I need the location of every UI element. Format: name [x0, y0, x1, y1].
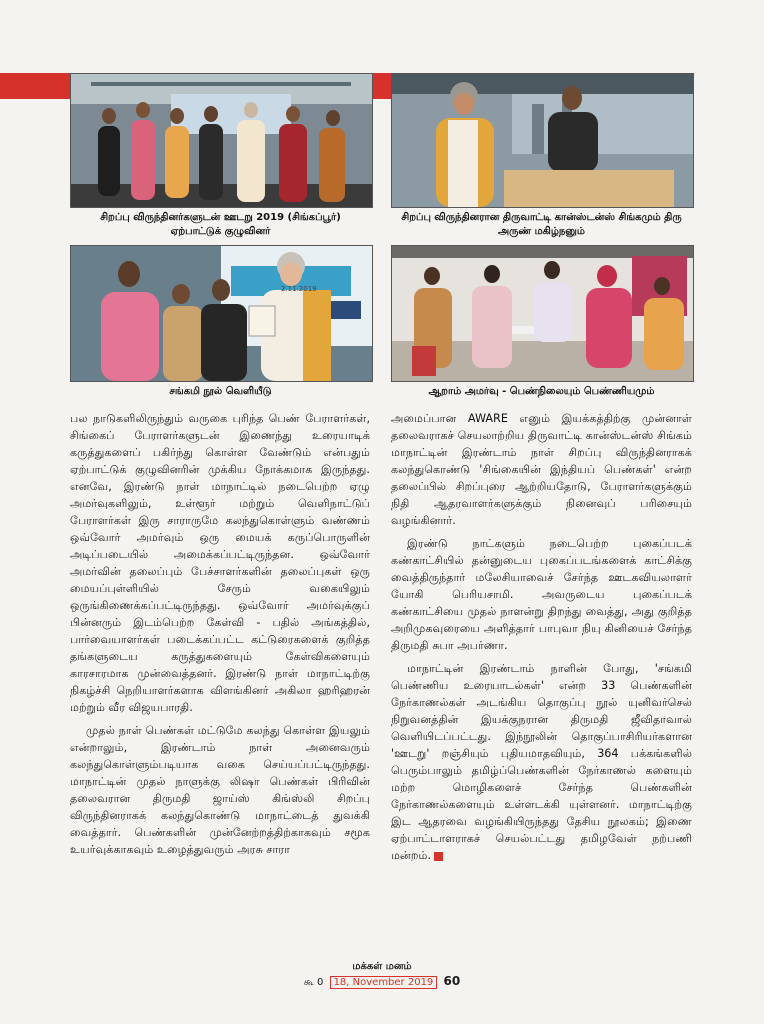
page-number: 60 [443, 974, 461, 988]
banner-date-text: 2.11.2019 [281, 285, 317, 293]
end-mark-icon [434, 852, 443, 861]
accent-bar-middle [371, 73, 391, 99]
photo-organizing-committee [70, 73, 373, 208]
photo-panel-session [391, 245, 694, 382]
article-paragraph-last [391, 660, 692, 864]
article-paragraph: அமைப்பான AWARE எனும் இயக்கத்திற்கு முன்னாள் தலைவராகச் செயலாற்றிய திருவாட்டி கான்ஸ்டன்ஸ் சிங்கம் மாநாட்டின் இரண்டாம் நாள் சிறப்பு விருந்தினராகக் கலந்துகொண்டு 'சிங்கையின் இந்தியப் பெண்கள்' என்ற தலைப்பில் சிறப்புரை ஆற்றியதோடு, பேராளர்களுக்கும் நிதி ஆதரவாளர்களுக்கும் நினைவுப் பரிசையும் வழங்கினார். [391, 412, 692, 527]
footer-issue-line [0, 974, 764, 989]
photo-book-launch [70, 245, 373, 382]
caption-photo-3: சங்கமி நூல் வெளியீடு [169, 386, 272, 397]
article-paragraph: இரண்டு நாட்களும் நடைபெற்ற புகைப்படக் கண்காட்சியில் தன்னுடைய புகைப்படங்களைக் காட்சிக்கு வைத்திருந்தார் மலேசியாவைச் சேர்ந்த ஊடகவியலாளர் யோகி பெரியசாமி. அவருடைய புகைப்படக் கண்காட்சியை முதல் நாளன்று திறந்து வைத்து, அது குறித்த அறிமுகவுரையை அளித்தார் பாபுவா நியு கினியைச் சேர்ந்த திருமதி சுபா அபர்ணா. [391, 537, 692, 652]
article-paragraph: முதல் நாள் பெண்கள் மட்டுமே கலந்து கொள்ள இயலும் என்றாலும், இரண்டாம் நாள் அனைவரும் கலந்துகொள்ளும்படியாக வகை செய்யப்பட்டிருந்தது. மாநாட்டின் முதல் நாளுக்கு லிஷா பெண்கள் பிரிவின் தலைவரான திருமதி ஜாய்ஸ் கிங்ஸ்லி சிறப்பு விருந்தினராகக் கலந்துகொண்டு மாநாட்டைத் துவக்கி வைத்தார். பெண்களின் முன்னேற்றத்திற்காகவும் சமூக உயர்வுக்காகவும் உழைத்துவரும் அரசு சாரா [70, 724, 370, 856]
caption-photo-1: சிறப்பு விருந்தினர்களுடன் ஊடறு 2019 (சிங்கப்பூர்) ஏற்பாட்டுக் குழுவினர் [100, 212, 341, 237]
issue-label: கூ 0 [303, 977, 324, 988]
magazine-name: மக்கள் மனம் [352, 961, 412, 972]
caption-photo-4: ஆறாம் அமர்வு - பெண்நிலையும் பெண்ணியமும் [428, 386, 655, 397]
photo-special-guests [391, 73, 694, 208]
caption-photo-2: சிறப்பு விருந்தினரான திருவாட்டி கான்ஸ்டன்ஸ் சிங்கமும் திரு அருண் மகிழ்நனும் [401, 212, 682, 237]
accent-bar-left [0, 73, 70, 99]
issue-date: 18, November 2019 [330, 976, 438, 989]
article-column-left [70, 410, 370, 864]
article-column-right [391, 410, 692, 870]
article-paragraph: பல நாடுகளிலிருந்தும் வருகை புரிந்த பெண் பேராளர்கள், சிங்கைப் பேராளர்களுடன் இணைந்து உரையாடிக் கருத்துகளைப் பகிர்ந்து கொள்ள வேண்டும் என்பதும் ஏற்பாட்டுக் குழுவினரின் முக்கிய நோக்கமாக இருந்தது. எனவே, இரண்டு நாள் மாநாட்டில் நடைபெற்ற ஏழு அமர்வுகளிலும், உள்ளூர் மற்றும் வெளிநாட்டுப் பேராளர்கள் இரு சாராருமே கலந்துகொள்ளும் வண்ணம் ஒவ்வோர் அமர்வும் ஒரு மையக் கருப்பொருளின் அடிப்படையில் அமைக்கப்பட்டிருந்தன. ஒவ்வோர் அமர்வின் தலைப்பும் பேச்சாளர்களின் தலைப்புகள் ஒரு மையப்புள்ளியில் சேரும் வகையிலும் ஒருங்கிணைக்கப்பட்டிருந்தது. ஒவ்வோர் அமர்வுக்குப் பின்னரும் இடம்பெற்ற கேள்வி - பதில் அங்கத்தில், பார்வையாளர்கள் படைக்கப்பட்ட கட்டுரைகளைக் குறித்த தங்களுடைய கருத்துகளையும் கேள்விகளையும் காரசாரமாக முன்வைத்தனர். இரண்டு நாள் மாநாட்டிற்கு நிகழ்ச்சி நெறியாளர்களாக விளங்கினர் அகிலா ஹரிஹரன் மற்றும் வீர விஜயபாரதி. [70, 412, 370, 714]
article-paragraph-text: மாநாட்டின் இரண்டாம் நாளின் போது, 'சங்கமி பெண்ணிய உரையாடல்கள்' என்ற 33 பெண்களின் நேர்காணல்கள் அடங்கிய தொகுப்பு நூல் யுனிவர்செல் நிறுவனத்தின் இயக்குநரான திருமதி ஜீவிதாவால் வெளியிடப்பட்டது. இந்நூலின் தொகுப்பாசிரியர்களான 'ஊடறு' றஞ்சியும் புதியமாதவியும், 364 பக்கங்களில் பெரும்பாலும் தமிழ்ப்பெண்களின் நேர்காணல் களையும் மற்ற மொழிகளைச் சேர்ந்த பெண்களின் நேர்காணல்களையும் உள்ளடக்கி யுள்ளனர். மாநாட்டிற்கு இட ஆதரவை வழங்கியிருந்தது தேசிய நூலகம்; இணை ஏற்பாட்டாளராகச் செயல்பட்டது தமிழவேள் நற்பணி மன்றம். [391, 662, 692, 862]
